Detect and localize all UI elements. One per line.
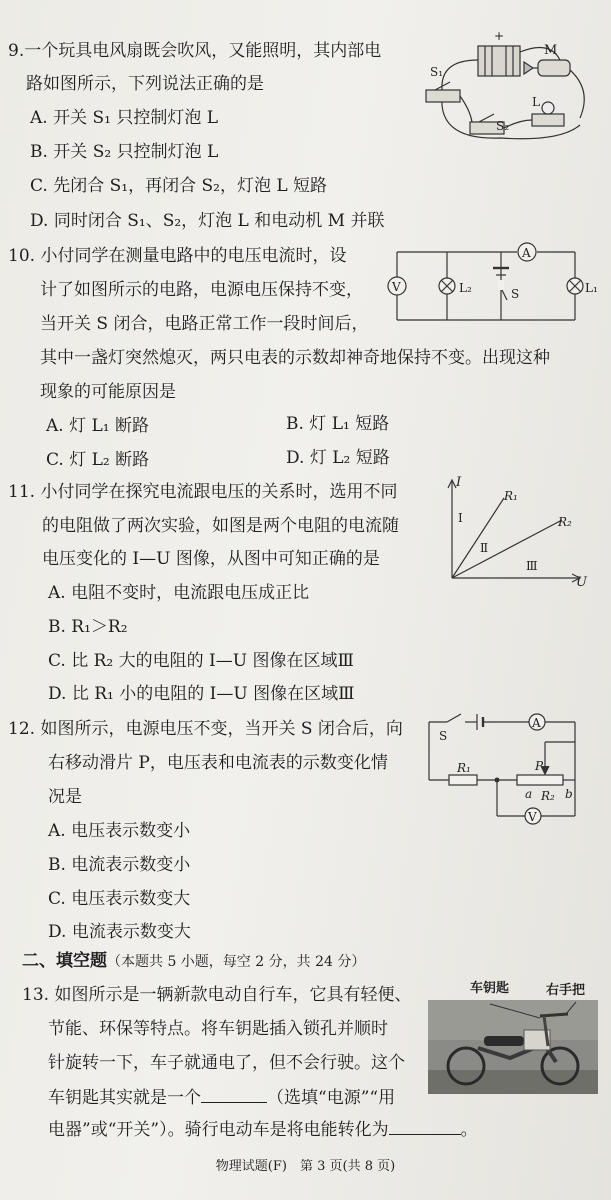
q9-circuit-figure: [420, 30, 595, 155]
q13-line1: 13. 如图所示是一辆新款电动自行车，它具有轻便、: [22, 985, 412, 1005]
q12-ammeter-label: A: [532, 716, 541, 730]
section-2-title: 二、填空题: [22, 951, 107, 971]
q9-option-c: C. 先闭合 S₁，再闭合 S₂，灯泡 L 短路: [30, 176, 328, 196]
q12-switch-label: S: [439, 729, 448, 743]
q10-ammeter-label: A: [522, 246, 531, 260]
q12-circuit-figure: [425, 710, 595, 835]
q12-option-d: D. 电流表示数变大: [48, 922, 191, 942]
q10-switch-label: S: [511, 287, 520, 301]
q10-stem-line2: 计了如图所示的电路，电源电压保持不变，: [40, 280, 363, 300]
q12-resistor1-label: R₁: [457, 761, 471, 775]
q13-line5-start: 电器”或“开关”）。骑行电动车是将电能转化为: [48, 1120, 389, 1140]
q12-option-a: A. 电压表示数变小: [48, 821, 191, 841]
q13-line4: [48, 1086, 395, 1109]
q13-line5-end: 。: [460, 1120, 478, 1140]
q11-option-c: C. 比 R₂ 大的电阻的 I—U 图像在区域Ⅲ: [48, 651, 354, 671]
q13-answer-blank-2[interactable]: [389, 1118, 461, 1135]
q11-line-r1: [452, 498, 504, 578]
q11-option-b: B. R₁＞R₂: [48, 617, 128, 637]
q12-voltmeter-label: V: [528, 810, 537, 824]
q13-line3: 针旋转一下，车子就通电了，但不会行驶。这个: [48, 1053, 405, 1073]
q9-battery-plus: +: [494, 29, 505, 43]
q13-photo-label-key: 车钥匙: [470, 981, 510, 996]
q13-photo-label-handle: 右手把: [546, 983, 586, 998]
q12-stem-line3: 况是: [48, 787, 82, 807]
q10-circuit-figure: [385, 240, 598, 325]
q10-stem-line1: 10. 小付同学在测量电路中的电压电流时，设: [8, 246, 347, 266]
q10-option-d: D. 灯 L₂ 短路: [286, 448, 390, 468]
q11-region-1: Ⅰ: [458, 511, 463, 525]
q12-resistor2-label: R₂: [541, 789, 555, 803]
q10-stem-line3: 当开关 S 闭合，电路正常工作一段时间后，: [40, 314, 369, 334]
section-2-heading: [22, 950, 365, 973]
q12-stem-line1: 12. 如图所示，电源电压不变，当开关 S 闭合后，向: [8, 719, 403, 739]
q13-line4-end: （选填“电源”“用: [267, 1088, 396, 1108]
q9-option-a: A. 开关 S₁ 只控制灯泡 L: [30, 108, 219, 128]
q12-end-b-label: b: [565, 787, 573, 801]
q9-stem-line2: 路如图所示，下列说法正确的是: [26, 74, 264, 94]
q9-switch2-label: S₂: [496, 119, 510, 133]
q9-motor-label: M: [544, 43, 558, 58]
q12-stem-line2: 右移动滑片 P，电压表和电流表的示数变化情: [48, 753, 388, 773]
q11-x-axis-label: U: [576, 575, 587, 590]
page-footer: 物理试题(F) 第 3 页(共 8 页): [215, 1159, 396, 1174]
q10-voltmeter-label: V: [392, 280, 401, 294]
q11-stem-line1: 11. 小付同学在探究电流跟电压的关系时，选用不同: [8, 482, 398, 502]
q9-lamp-label: L: [532, 95, 540, 109]
section-2-note: （本题共 5 小题，每空 2 分，共 24 分）: [107, 954, 366, 970]
q12-slider-label: P: [535, 759, 544, 773]
q11-region-3: Ⅲ: [526, 559, 538, 573]
q13-line4-start: 车钥匙其实就是一个: [48, 1088, 201, 1108]
q13-answer-blank-1[interactable]: [201, 1086, 267, 1103]
q11-line-r2: [452, 520, 562, 578]
q11-line-r1-label: R₁: [504, 489, 518, 503]
q9-switch1-label: S₁: [430, 65, 444, 79]
q13-line5: [48, 1118, 478, 1141]
q11-option-a: A. 电阻不变时，电流跟电压成正比: [48, 583, 310, 603]
q9-option-d: D. 同时闭合 S₁、S₂，灯泡 L 和电动机 M 并联: [30, 211, 385, 231]
q11-iu-graph: [440, 474, 590, 589]
q11-stem-line2: 的电阻做了两次实验，如图是两个电阻的电流随: [42, 516, 399, 536]
q11-y-axis-label: I: [456, 475, 462, 490]
q12-option-b: B. 电流表示数变小: [48, 855, 191, 875]
q10-stem-line4: 其中一盏灯突然熄灭，两只电表的示数却神奇地保持不变。出现这种: [40, 348, 550, 368]
q13-ebike-photo: [428, 1000, 598, 1094]
q12-end-a-label: a: [525, 787, 533, 801]
q10-option-c: C. 灯 L₂ 断路: [46, 450, 150, 470]
q10-stem-line5: 现象的可能原因是: [40, 382, 176, 402]
q13-line2: 节能、环保等特点。将车钥匙插入锁孔并顺时: [48, 1019, 388, 1039]
q10-option-b: B. 灯 L₁ 短路: [286, 414, 390, 434]
q9-option-b: B. 开关 S₂ 只控制灯泡 L: [30, 142, 219, 162]
q11-stem-line3: 电压变化的 I—U 图像，从图中可知正确的是: [42, 549, 380, 569]
q10-option-a: A. 灯 L₁ 断路: [46, 416, 149, 436]
q11-line-r2-label: R₂: [558, 515, 572, 529]
q11-option-d: D. 比 R₁ 小的电阻的 I—U 图像在区域Ⅲ: [48, 684, 355, 704]
q10-lamp2-label: L₂: [459, 281, 472, 295]
q11-region-2: Ⅱ: [480, 541, 489, 555]
q12-option-c: C. 电压表示数变大: [48, 889, 191, 909]
q9-stem-line1: 9.一个玩具电风扇既会吹风，又能照明，其内部电: [8, 41, 382, 61]
q10-lamp1-label: L₁: [585, 281, 598, 295]
